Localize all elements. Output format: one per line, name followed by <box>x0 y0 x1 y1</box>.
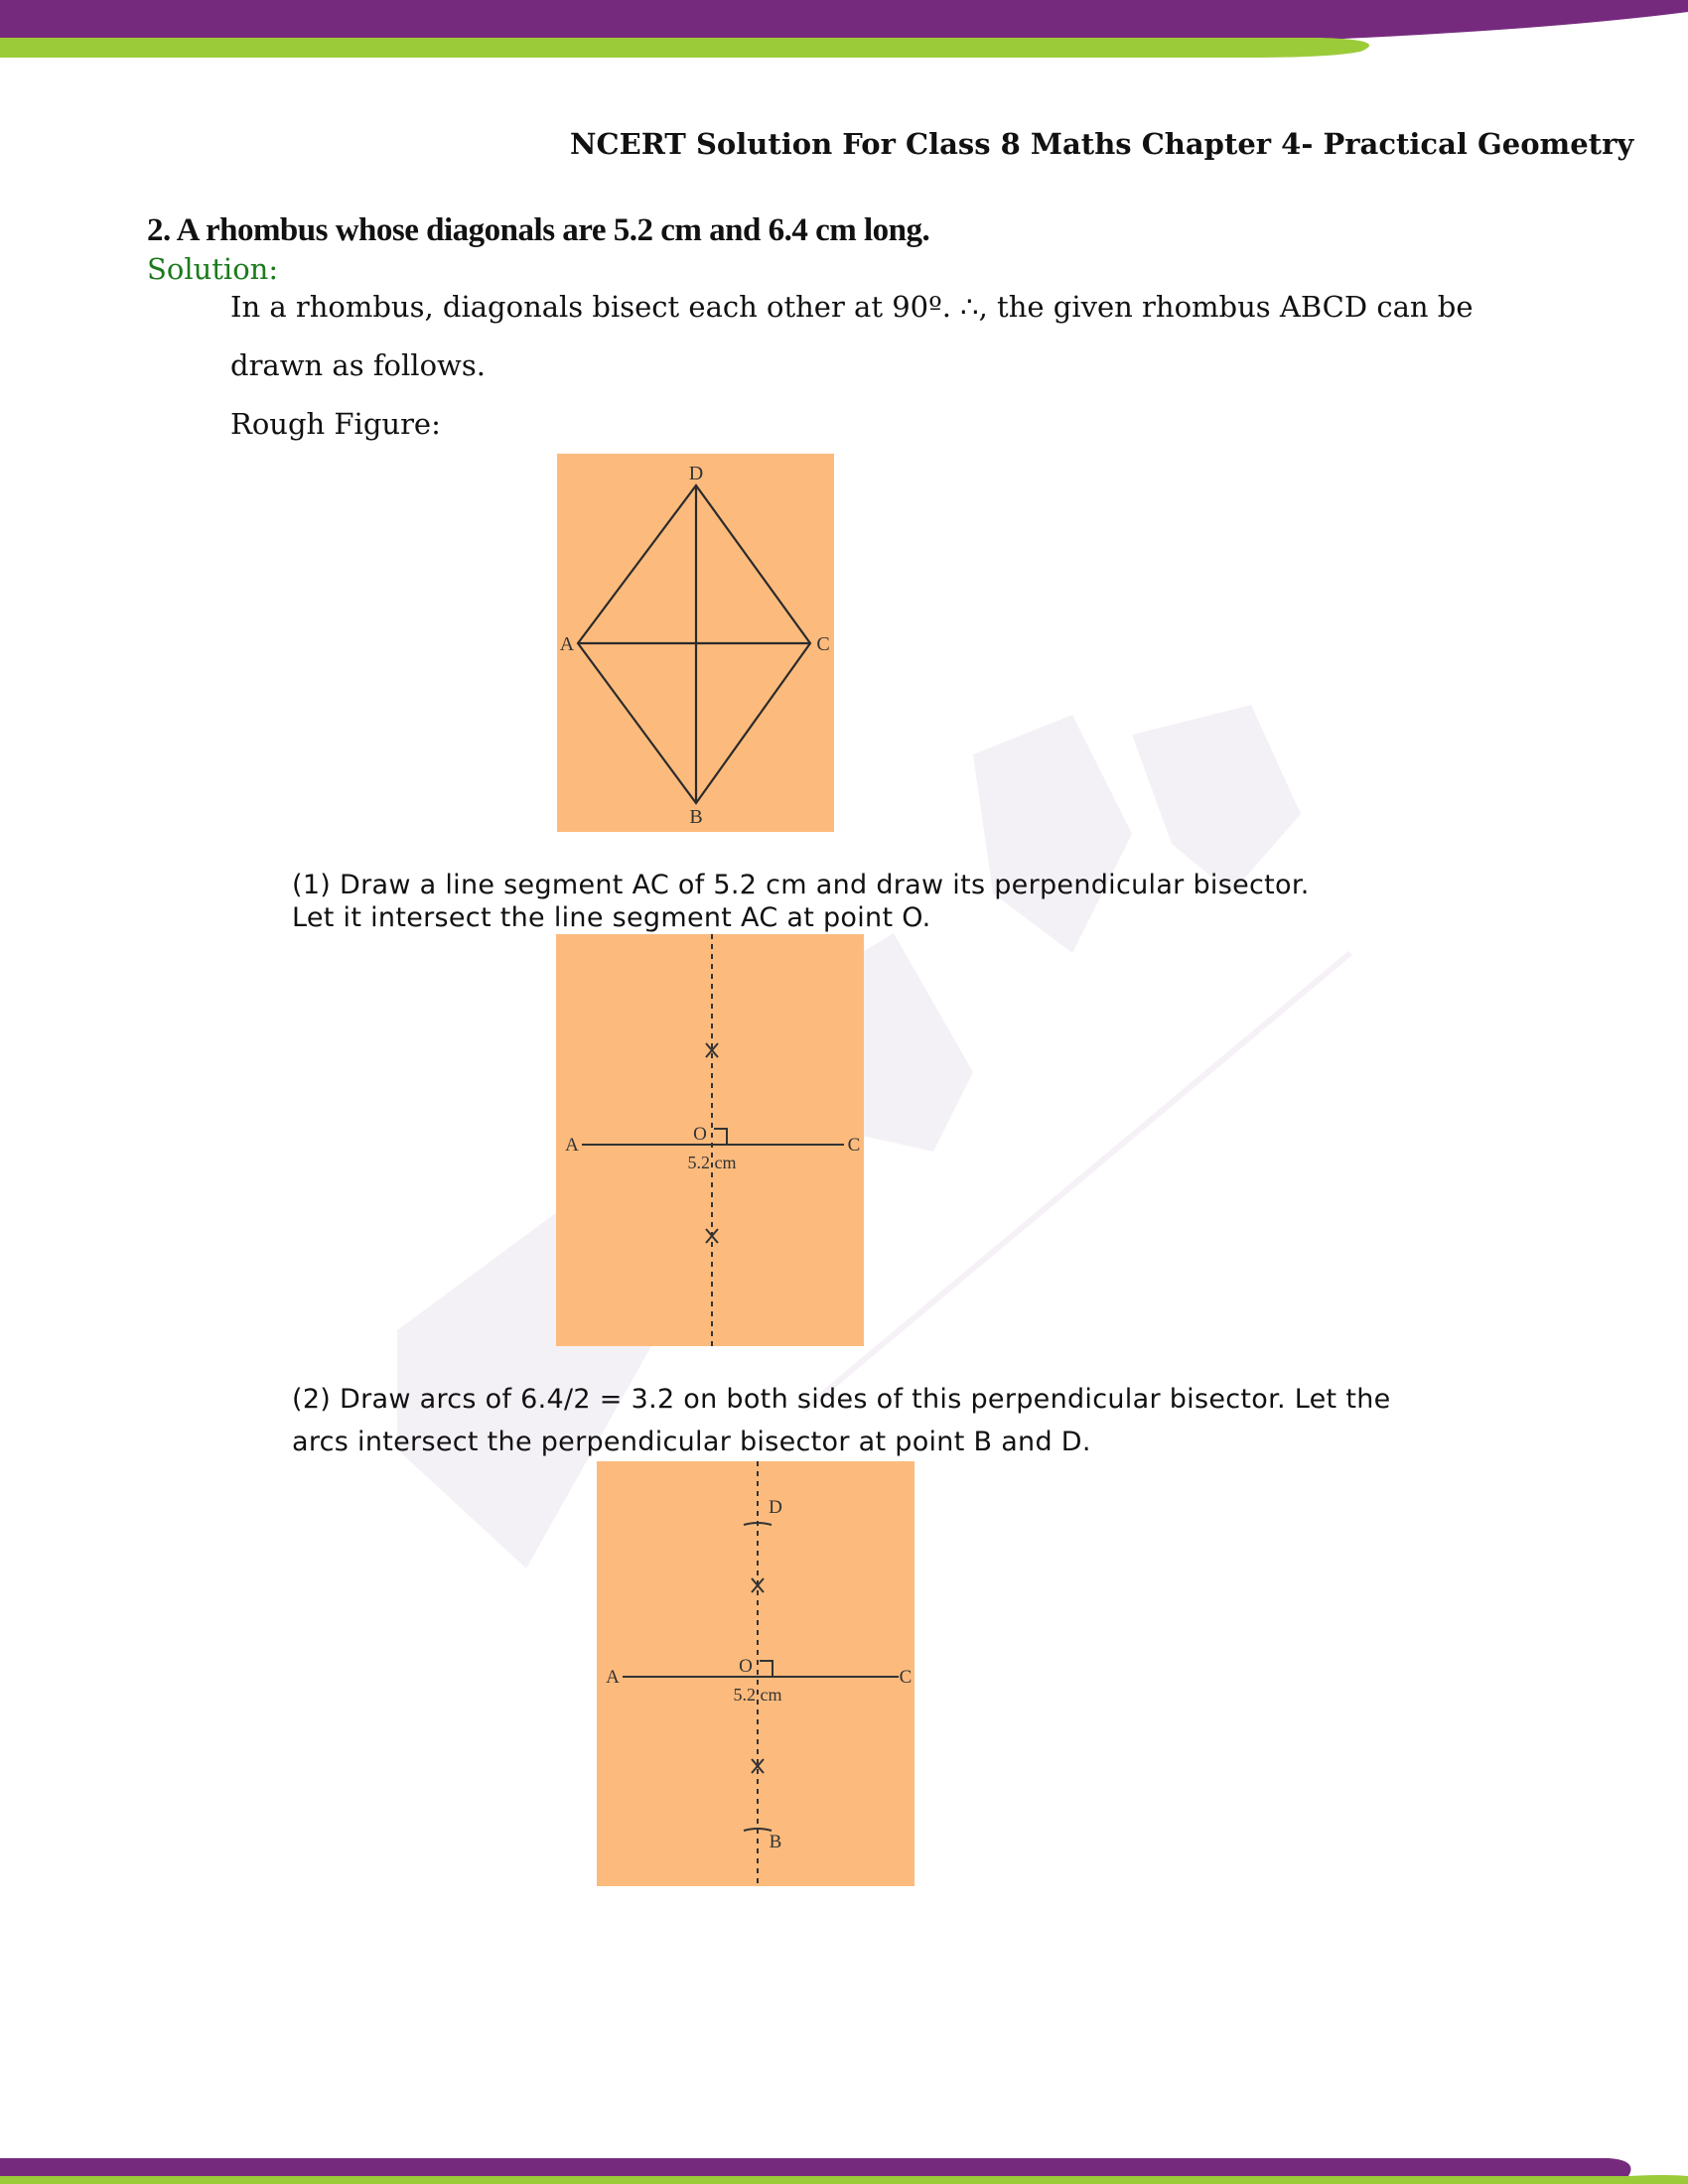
step2-line-2: arcs intersect the perpendicular bisector at point B and D. <box>292 1427 1091 1457</box>
label-d: D <box>688 463 704 484</box>
page-header-title: NCERT Solution For Class 8 Maths Chapter 4- Practical Geometry <box>570 127 1634 161</box>
label-a: A <box>559 633 575 655</box>
measure-label: 5.2 cm <box>733 1685 782 1705</box>
step1-line-1: (1) Draw a line segment AC of 5.2 cm and draw its perpendicular bisector. <box>292 870 1310 900</box>
label-o: O <box>739 1656 753 1677</box>
label-a: A <box>606 1667 620 1688</box>
step1-line-2: Let it intersect the line segment AC at point O. <box>292 902 931 933</box>
measure-label: 5.2 cm <box>687 1153 737 1172</box>
right-angle-mark <box>714 1129 727 1145</box>
intro-line-2: drawn as follows. <box>230 348 486 382</box>
label-c: C <box>816 633 830 655</box>
step2-figure <box>597 1461 914 1886</box>
bottom-brand-bar <box>0 2152 1688 2184</box>
right-angle-mark <box>760 1661 773 1677</box>
label-c: C <box>899 1667 913 1688</box>
step1-figure <box>556 934 864 1346</box>
label-c: C <box>847 1135 861 1156</box>
label-o: O <box>693 1124 707 1145</box>
step2-line-1: (2) Draw arcs of 6.4/2 = 3.2 on both sides of this perpendicular bisector. Let the <box>292 1384 1391 1415</box>
arc-mark-lower <box>706 1229 718 1243</box>
label-a: A <box>565 1135 579 1156</box>
rough-figure-label: Rough Figure: <box>230 407 441 441</box>
rough-figure <box>557 454 834 832</box>
question-title: 2. A rhombus whose diagonals are 5.2 cm and 6.4 cm long. <box>147 212 930 248</box>
solution-label: Solution: <box>147 252 279 286</box>
top-brand-bar <box>0 0 1688 60</box>
intro-line-1: In a rhombus, diagonals bisect each other at 90º. ∴, the given rhombus ABCD can be <box>230 290 1474 324</box>
label-d: D <box>769 1497 782 1518</box>
label-b: B <box>769 1832 782 1852</box>
label-b: B <box>689 806 703 828</box>
